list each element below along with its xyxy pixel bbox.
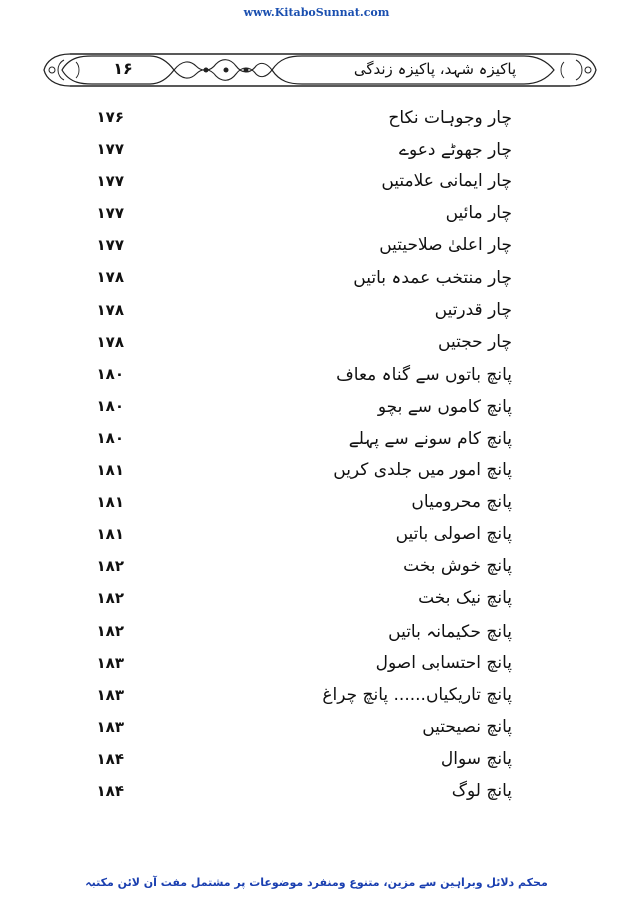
toc-entry-page: ۱۷۸ — [96, 332, 124, 351]
toc-entry-title: پانچ حکیمانہ باتیں — [388, 621, 512, 642]
toc-row — [60, 583, 512, 615]
toc-row — [60, 230, 512, 262]
toc-entry-page: ۱۷۷ — [96, 172, 124, 191]
toc-entry-page: ۱۷۶ — [96, 108, 124, 126]
toc-entry-title: پانچ باتوں سے گناہ معاف — [336, 364, 512, 385]
toc-row — [60, 262, 512, 294]
toc-row — [60, 423, 512, 455]
toc-entry-page: ۱۸۳ — [96, 653, 124, 672]
toc-entry-page: ۱۸۰ — [96, 396, 124, 415]
toc-row — [60, 712, 512, 744]
toc-row — [60, 455, 512, 487]
page-header-ornament — [40, 50, 600, 90]
toc-entry-title: پانچ نصیحتیں — [422, 716, 512, 737]
toc-row — [60, 166, 512, 198]
toc-row — [60, 616, 512, 648]
toc-entry-page: ۱۸۱ — [96, 525, 124, 544]
toc-row — [60, 359, 512, 391]
toc-row — [60, 776, 512, 808]
toc-row — [60, 551, 512, 583]
toc-row — [60, 487, 512, 519]
header-page-number: ۱۶ — [113, 59, 133, 78]
toc-entry-page: ۱۸۳ — [96, 717, 124, 736]
toc-entry-page: ۱۷۷ — [96, 236, 124, 255]
toc-entry-page: ۱۸۰ — [96, 428, 124, 447]
toc-entry-page: ۱۸۱ — [96, 493, 124, 512]
footer-tagline: محکم دلائل وبراہین سے مزین، متنوع ومنفرد موضوعات پر مشتمل مفت آن لائن مکتبہ — [85, 876, 548, 889]
table-of-contents — [60, 102, 512, 808]
toc-row — [60, 134, 512, 166]
toc-entry-page: ۱۸۲ — [96, 557, 124, 576]
toc-row — [60, 391, 512, 423]
toc-row — [60, 744, 512, 776]
toc-entry-page: ۱۷۷ — [96, 204, 124, 223]
toc-row — [60, 648, 512, 680]
toc-entry-title: پانچ امور میں جلدی کریں — [333, 460, 512, 481]
toc-entry-page: ۱۷۸ — [96, 300, 124, 319]
toc-entry-page: ۱۸۴ — [96, 781, 124, 800]
toc-entry-title: چار جھوٹے دعوے — [399, 140, 512, 161]
toc-entry-title: پانچ خوش بخت — [403, 556, 512, 577]
toc-entry-title: چار قدرتیں — [434, 299, 512, 320]
toc-row — [60, 680, 512, 712]
toc-entry-title: چار منتخب عمدہ باتیں — [353, 268, 512, 289]
toc-row — [60, 295, 512, 327]
site-url[interactable]: www.KitaboSunnat.com — [243, 6, 390, 19]
toc-entry-title: پانچ تاریکیاں...... پانچ چراغ — [322, 684, 512, 705]
toc-entry-page: ۱۸۲ — [96, 589, 124, 608]
toc-entry-page: ۱۸۲ — [96, 621, 124, 640]
toc-entry-title: پانچ کام سونے سے پہلے — [348, 428, 512, 449]
toc-entry-title: پانچ اصولی باتیں — [395, 524, 512, 545]
toc-entry-title: پانچ محرومیاں — [411, 492, 512, 513]
toc-entry-page: ۱۸۳ — [96, 685, 124, 704]
toc-row — [60, 327, 512, 359]
toc-entry-page: ۱۷۷ — [96, 140, 124, 159]
header-book-title: پاکیزہ شہد، پاکیزہ زندگی — [353, 60, 517, 78]
toc-row — [60, 102, 512, 134]
toc-entry-title: چار مائیں — [445, 203, 512, 224]
toc-entry-title: پانچ نیک بخت — [418, 588, 512, 609]
toc-entry-title: پانچ کاموں سے بچو — [377, 396, 512, 417]
toc-entry-title: پانچ لوگ — [451, 780, 512, 801]
toc-row — [60, 519, 512, 551]
toc-entry-title: چار اعلیٰ صلاحیتیں — [379, 235, 512, 256]
toc-entry-title: چار وجوہات نکاح — [388, 108, 512, 128]
toc-entry-title: چار حجتیں — [438, 331, 512, 352]
toc-entry-page: ۱۸۰ — [96, 364, 124, 383]
toc-entry-page: ۱۷۸ — [96, 268, 124, 287]
toc-entry-title: پانچ سوال — [440, 748, 512, 769]
toc-row — [60, 198, 512, 230]
toc-entry-page: ۱۸۱ — [96, 461, 124, 480]
toc-entry-title: چار ایمانی علامتیں — [381, 171, 512, 192]
toc-entry-page: ۱۸۴ — [96, 749, 124, 768]
toc-entry-title: پانچ احتسابی اصول — [375, 652, 512, 673]
